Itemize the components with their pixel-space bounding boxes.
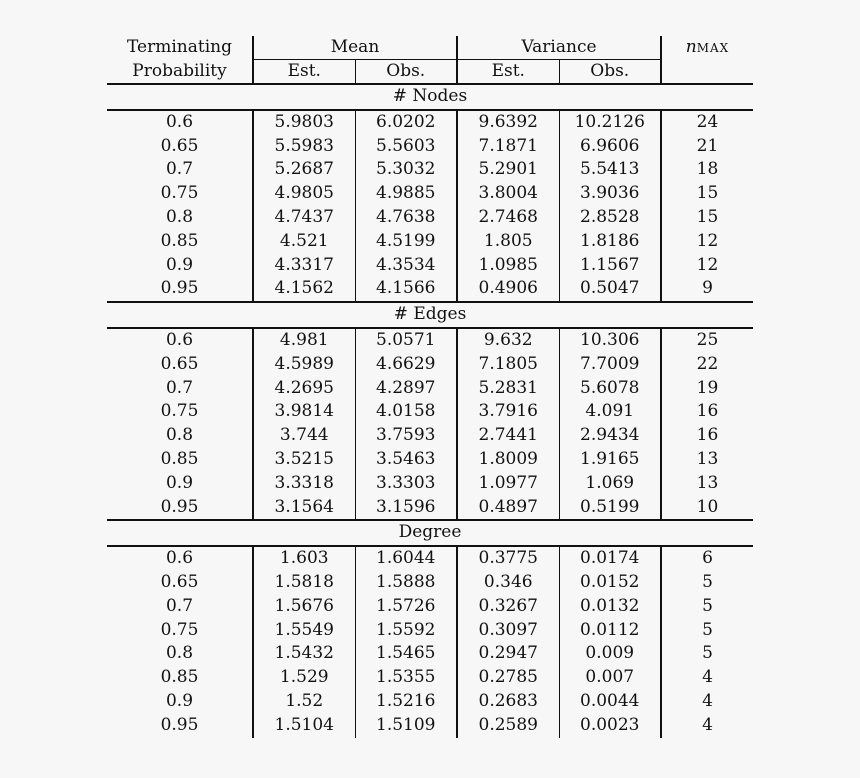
cell-nmax: 9	[702, 278, 713, 299]
cell-var-obs: 0.0112	[559, 619, 661, 643]
cell-prob: 0.7	[107, 377, 253, 401]
cell-var-obs: 6.9606	[559, 135, 661, 159]
cell-mean-est: 4.981	[253, 328, 355, 353]
cell-var-est: 0.3775	[457, 546, 559, 571]
cell-nmax: 15	[696, 183, 719, 204]
cell-mean-obs: 1.5355	[355, 666, 457, 690]
cell-prob: 0.65	[107, 135, 253, 159]
section-header-nodes	[107, 84, 753, 110]
cell-prob: 0.9	[107, 690, 253, 714]
cell-nmax: 4	[702, 667, 713, 688]
cell-mean-obs: 3.7593	[355, 424, 457, 448]
cell-var-obs: 1.9165	[559, 448, 661, 472]
table-row	[107, 496, 753, 521]
cell-mean-est: 3.5215	[253, 448, 355, 472]
cell-mean-est: 1.5818	[253, 571, 355, 595]
cell-nmax: 24	[696, 111, 719, 132]
table-row	[107, 254, 753, 278]
cell-var-est: 0.2947	[457, 642, 559, 666]
cell-mean-obs: 3.5463	[355, 448, 457, 472]
cell-prob: 0.95	[107, 714, 253, 738]
cell-prob: 0.9	[107, 254, 253, 278]
cell-mean-est: 4.1562	[253, 277, 355, 302]
cell-mean-est: 4.521	[253, 230, 355, 254]
header-mean-est: Est.	[253, 60, 355, 85]
header-nmax	[661, 36, 753, 84]
cell-mean-obs: 1.5592	[355, 619, 457, 643]
cell-nmax: 4	[702, 714, 713, 735]
cell-mean-obs: 4.2897	[355, 377, 457, 401]
cell-prob: 0.8	[107, 206, 253, 230]
cell-mean-obs: 1.5888	[355, 571, 457, 595]
cell-mean-est: 4.5989	[253, 353, 355, 377]
section-header-degree	[107, 520, 753, 546]
cell-mean-obs: 4.9885	[355, 182, 457, 206]
cell-mean-obs: 1.6044	[355, 546, 457, 571]
cell-var-obs: 4.091	[559, 400, 661, 424]
cell-nmax: 18	[696, 159, 719, 180]
cell-prob: 0.85	[107, 448, 253, 472]
table-row	[107, 230, 753, 254]
cell-mean-est: 1.529	[253, 666, 355, 690]
cell-var-obs: 5.6078	[559, 377, 661, 401]
cell-var-obs: 0.0044	[559, 690, 661, 714]
header-mean-obs: Obs.	[355, 60, 457, 85]
cell-nmax: 15	[696, 206, 719, 227]
cell-mean-est: 3.3318	[253, 472, 355, 496]
cell-var-est: 1.0977	[457, 472, 559, 496]
table-row	[107, 714, 753, 738]
cell-mean-obs: 5.0571	[355, 328, 457, 353]
cell-prob: 0.65	[107, 353, 253, 377]
table-row	[107, 182, 753, 206]
cell-nmax: 6	[702, 548, 713, 569]
cell-var-obs: 10.306	[559, 328, 661, 353]
cell-nmax: 4	[702, 690, 713, 711]
cell-var-obs: 2.8528	[559, 206, 661, 230]
table-row	[107, 277, 753, 302]
cell-mean-obs: 1.5109	[355, 714, 457, 738]
table-row	[107, 400, 753, 424]
cell-var-est: 1.8009	[457, 448, 559, 472]
cell-var-est: 0.3097	[457, 619, 559, 643]
cell-var-obs: 1.8186	[559, 230, 661, 254]
cell-var-obs: 0.0152	[559, 571, 661, 595]
table-row	[107, 206, 753, 230]
cell-mean-est: 3.1564	[253, 496, 355, 521]
cell-mean-est: 4.3317	[253, 254, 355, 278]
table-row	[107, 619, 753, 643]
table-row	[107, 424, 753, 448]
cell-var-est: 3.8004	[457, 182, 559, 206]
table-row	[107, 353, 753, 377]
cell-prob: 0.65	[107, 571, 253, 595]
cell-mean-obs: 5.3032	[355, 158, 457, 182]
cell-mean-obs: 4.0158	[355, 400, 457, 424]
cell-nmax: 5	[702, 643, 713, 664]
header-mean-group: Mean	[253, 36, 457, 60]
cell-var-est: 0.4906	[457, 277, 559, 302]
cell-mean-est: 1.5549	[253, 619, 355, 643]
table-body	[107, 84, 753, 738]
cell-prob: 0.85	[107, 230, 253, 254]
table-row	[107, 158, 753, 182]
cell-prob: 0.75	[107, 619, 253, 643]
cell-var-obs: 0.0023	[559, 714, 661, 738]
cell-var-est: 5.2831	[457, 377, 559, 401]
table-row	[107, 328, 753, 353]
section-header-edges	[107, 302, 753, 328]
cell-mean-est: 3.9814	[253, 400, 355, 424]
cell-var-est: 5.2901	[457, 158, 559, 182]
cell-mean-est: 4.2695	[253, 377, 355, 401]
cell-prob: 0.95	[107, 277, 253, 302]
cell-var-est: 3.7916	[457, 400, 559, 424]
cell-prob: 0.7	[107, 595, 253, 619]
table-row	[107, 690, 753, 714]
cell-var-obs: 0.0132	[559, 595, 661, 619]
cell-mean-obs: 3.3303	[355, 472, 457, 496]
cell-nmax: 22	[696, 353, 719, 374]
header-var-est: Est.	[457, 60, 559, 85]
table-row	[107, 472, 753, 496]
table-row	[107, 448, 753, 472]
cell-mean-obs: 1.5726	[355, 595, 457, 619]
cell-nmax: 5	[702, 619, 713, 640]
table-row	[107, 595, 753, 619]
cell-var-obs: 0.009	[559, 642, 661, 666]
cell-var-est: 1.0985	[457, 254, 559, 278]
cell-nmax: 10	[696, 496, 719, 517]
header-variance-group: Variance	[457, 36, 661, 60]
cell-prob: 0.6	[107, 110, 253, 135]
cell-var-est: 7.1805	[457, 353, 559, 377]
header-prob-line1: Terminating	[107, 36, 253, 60]
cell-mean-obs: 4.6629	[355, 353, 457, 377]
cell-var-est: 0.2785	[457, 666, 559, 690]
cell-mean-obs: 1.5465	[355, 642, 457, 666]
cell-mean-obs: 3.1596	[355, 496, 457, 521]
cell-var-obs: 7.7009	[559, 353, 661, 377]
cell-mean-obs: 1.5216	[355, 690, 457, 714]
cell-prob: 0.9	[107, 472, 253, 496]
cell-mean-est: 3.744	[253, 424, 355, 448]
cell-var-obs: 1.069	[559, 472, 661, 496]
cell-prob: 0.75	[107, 400, 253, 424]
cell-prob: 0.7	[107, 158, 253, 182]
cell-nmax: 5	[702, 571, 713, 592]
cell-nmax: 13	[696, 472, 719, 493]
cell-var-est: 0.4897	[457, 496, 559, 521]
cell-var-est: 7.1871	[457, 135, 559, 159]
cell-mean-est: 1.5104	[253, 714, 355, 738]
cell-nmax: 19	[696, 377, 719, 398]
cell-nmax: 13	[696, 448, 719, 469]
cell-var-obs: 0.5047	[559, 277, 661, 302]
cell-mean-obs: 6.0202	[355, 110, 457, 135]
cell-mean-est: 1.603	[253, 546, 355, 571]
cell-var-obs: 3.9036	[559, 182, 661, 206]
cell-var-obs: 0.007	[559, 666, 661, 690]
table-row	[107, 135, 753, 159]
cell-var-est: 2.7468	[457, 206, 559, 230]
cell-var-obs: 2.9434	[559, 424, 661, 448]
cell-nmax: 25	[696, 329, 719, 350]
cell-var-obs: 1.1567	[559, 254, 661, 278]
cell-mean-est: 5.2687	[253, 158, 355, 182]
table-row	[107, 666, 753, 690]
cell-mean-est: 1.5676	[253, 595, 355, 619]
cell-prob: 0.8	[107, 642, 253, 666]
results-table	[107, 36, 753, 738]
cell-var-obs: 0.5199	[559, 496, 661, 521]
cell-nmax: 5	[702, 595, 713, 616]
cell-var-est: 0.3267	[457, 595, 559, 619]
header-nmax-sub: MAX	[696, 41, 730, 55]
table-row	[107, 546, 753, 571]
cell-var-obs: 10.2126	[559, 110, 661, 135]
header-nmax-n: n	[685, 37, 697, 57]
section-title-nodes: # Nodes	[107, 84, 753, 110]
cell-prob: 0.6	[107, 328, 253, 353]
cell-var-est: 2.7441	[457, 424, 559, 448]
cell-var-est: 0.2589	[457, 714, 559, 738]
cell-var-est: 1.805	[457, 230, 559, 254]
cell-var-est: 9.632	[457, 328, 559, 353]
table-header	[107, 36, 753, 84]
cell-mean-est: 5.5983	[253, 135, 355, 159]
cell-mean-obs: 4.5199	[355, 230, 457, 254]
table-row	[107, 377, 753, 401]
section-title-edges: # Edges	[107, 302, 753, 328]
table-row	[107, 110, 753, 135]
cell-prob: 0.6	[107, 546, 253, 571]
cell-nmax: 12	[696, 230, 719, 251]
cell-prob: 0.75	[107, 182, 253, 206]
cell-var-obs: 5.5413	[559, 158, 661, 182]
cell-mean-obs: 5.5603	[355, 135, 457, 159]
results-table-container	[107, 36, 753, 738]
cell-mean-obs: 4.1566	[355, 277, 457, 302]
cell-mean-obs: 4.3534	[355, 254, 457, 278]
cell-nmax: 16	[696, 401, 719, 422]
cell-var-obs: 0.0174	[559, 546, 661, 571]
cell-mean-est: 5.9803	[253, 110, 355, 135]
cell-var-est: 0.2683	[457, 690, 559, 714]
section-title-degree: Degree	[107, 520, 753, 546]
cell-nmax: 12	[696, 254, 719, 275]
header-var-obs: Obs.	[559, 60, 661, 85]
table-row	[107, 642, 753, 666]
cell-prob: 0.8	[107, 424, 253, 448]
cell-mean-est: 4.9805	[253, 182, 355, 206]
header-prob-line2: Probability	[107, 60, 253, 85]
cell-mean-est: 4.7437	[253, 206, 355, 230]
cell-var-est: 0.346	[457, 571, 559, 595]
cell-nmax: 21	[696, 135, 719, 156]
cell-prob: 0.85	[107, 666, 253, 690]
table-row	[107, 571, 753, 595]
cell-nmax: 16	[696, 425, 719, 446]
cell-mean-obs: 4.7638	[355, 206, 457, 230]
cell-mean-est: 1.5432	[253, 642, 355, 666]
cell-var-est: 9.6392	[457, 110, 559, 135]
cell-prob: 0.95	[107, 496, 253, 521]
cell-mean-est: 1.52	[253, 690, 355, 714]
